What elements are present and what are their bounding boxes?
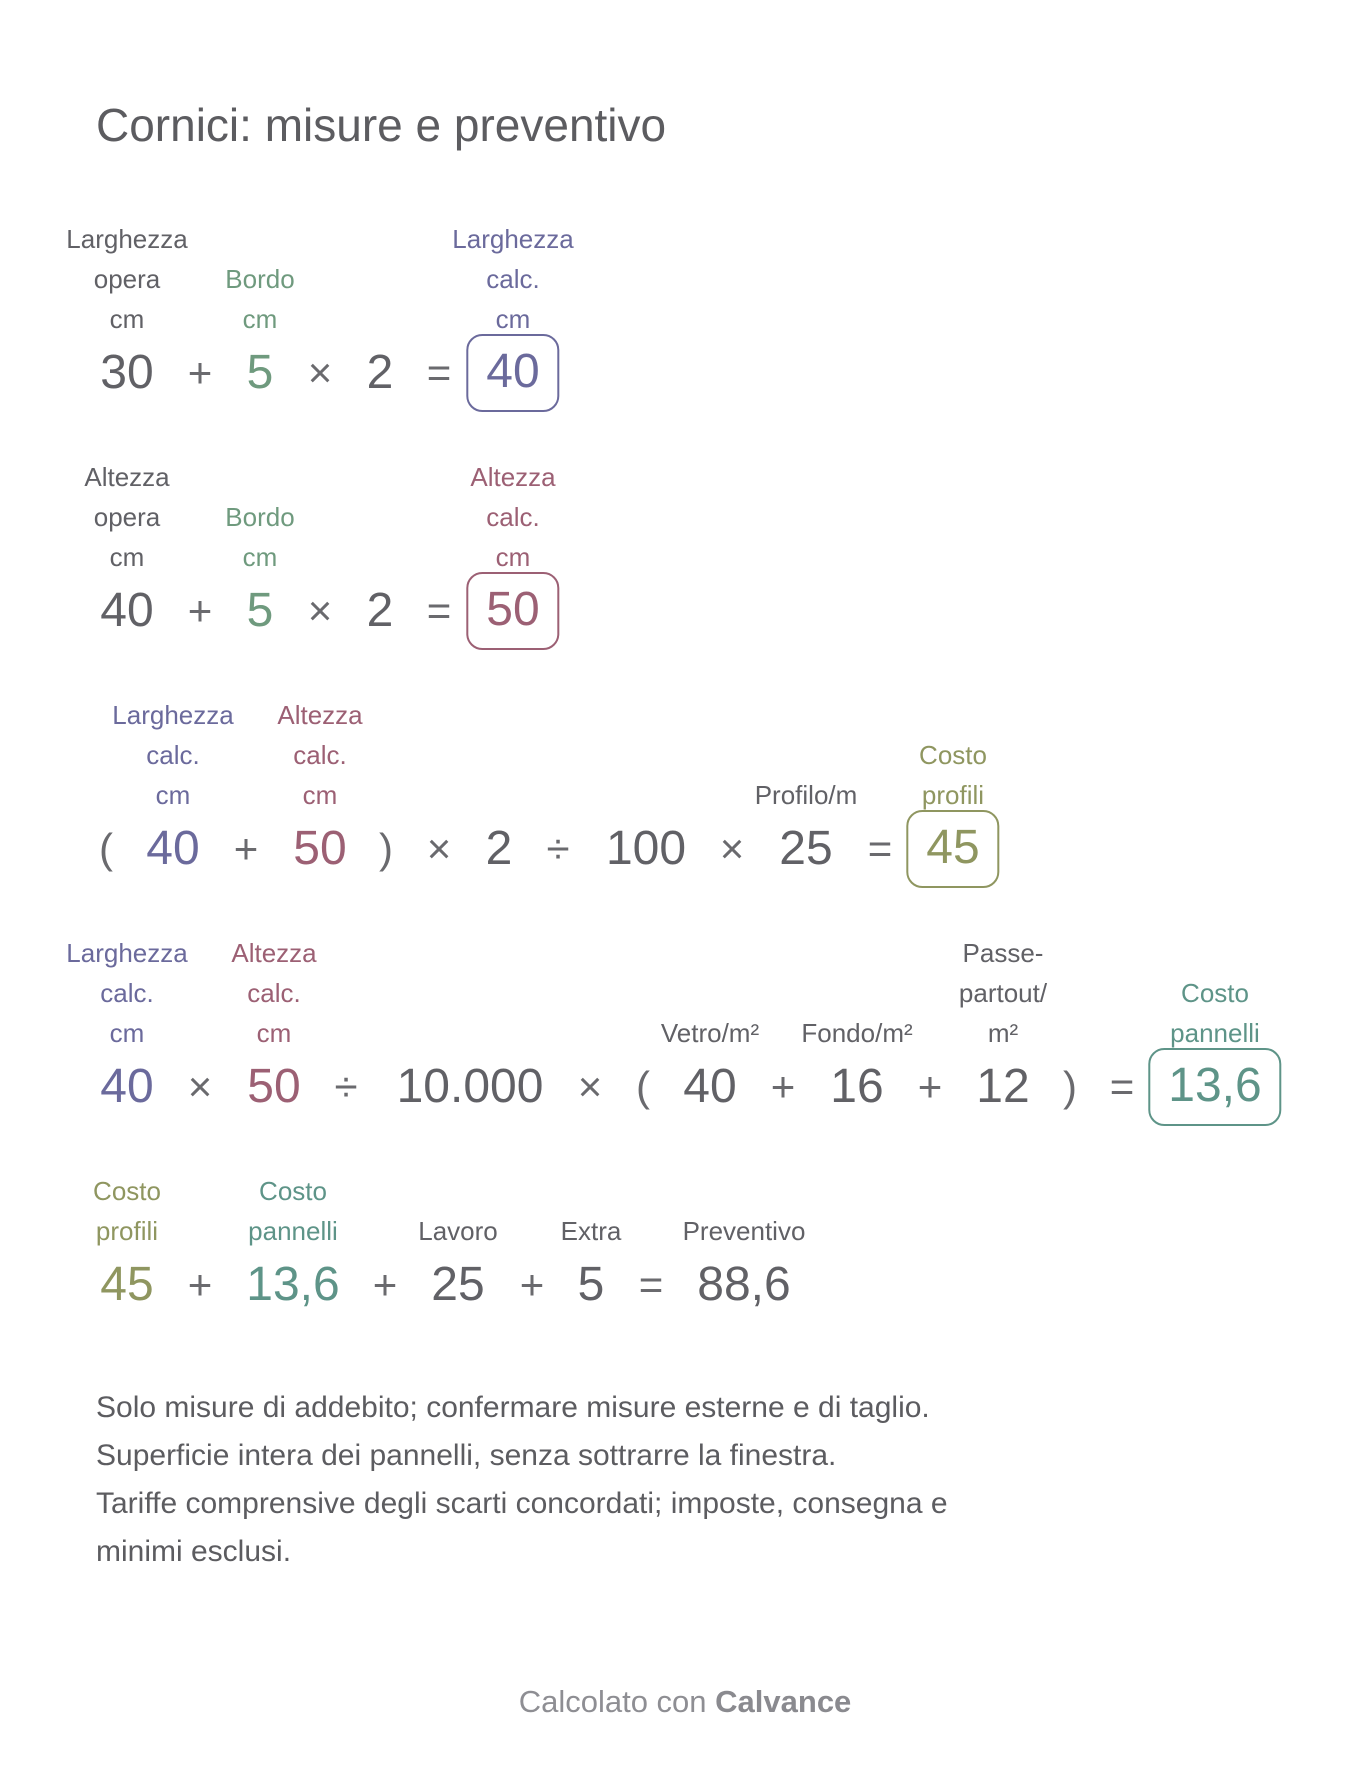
divisor-value: 10.000 bbox=[396, 1060, 544, 1113]
altezza-calc-ref: 50 bbox=[293, 822, 347, 875]
divide-operator: ÷ bbox=[334, 1063, 358, 1110]
close-paren: ) bbox=[379, 825, 393, 872]
cell-label: Fondo/m² bbox=[801, 1018, 913, 1048]
cell-label: Bordo cm bbox=[225, 264, 295, 334]
costo-pannelli-ref: 13,6 bbox=[246, 1258, 340, 1311]
notes bbox=[96, 1384, 996, 1576]
cell-label: Vetro/m² bbox=[660, 1018, 760, 1048]
factor-value: 2 bbox=[485, 822, 513, 875]
cell-label: Costo pannelli bbox=[248, 1176, 338, 1246]
open-paren: ( bbox=[99, 825, 113, 872]
equals-operator: = bbox=[426, 349, 452, 396]
cell-label: Altezza calc. cm bbox=[231, 938, 317, 1048]
multiply-operator: × bbox=[187, 1063, 213, 1110]
cell-label: Larghezza calc. cm bbox=[66, 938, 188, 1048]
cell-label: Larghezza calc. cm bbox=[452, 224, 574, 334]
multiply-operator: × bbox=[307, 587, 333, 634]
footer-prefix: Calcolato con bbox=[518, 1684, 716, 1719]
costo-pannelli-result: 13,6 bbox=[1148, 1048, 1281, 1126]
cell-label: Lavoro bbox=[418, 1216, 498, 1246]
factor-value: 2 bbox=[366, 584, 394, 637]
cell-label: Preventivo bbox=[682, 1216, 806, 1246]
cell-label: Costo profili bbox=[93, 1176, 161, 1246]
profilo-input[interactable]: 25 bbox=[779, 822, 833, 875]
plus-operator: + bbox=[187, 1261, 213, 1308]
plus-operator: + bbox=[187, 349, 213, 396]
lavoro-input[interactable]: 25 bbox=[431, 1258, 485, 1311]
cell-label: Bordo cm bbox=[225, 502, 295, 572]
altezza-calc-result: 50 bbox=[466, 572, 559, 650]
extra-input[interactable]: 5 bbox=[577, 1258, 605, 1311]
equals-operator: = bbox=[867, 825, 893, 872]
cell-label: Altezza calc. cm bbox=[277, 700, 363, 810]
passepartout-input[interactable]: 12 bbox=[976, 1060, 1030, 1113]
note-line: Tariffe comprensive degli scarti concordati; imposte, consegna e minimi esclusi. bbox=[96, 1487, 948, 1568]
divide-operator: ÷ bbox=[546, 825, 570, 872]
note-line: Solo misure di addebito; confermare misure esterne e di taglio. bbox=[96, 1391, 930, 1424]
close-paren: ) bbox=[1063, 1063, 1077, 1110]
plus-operator: + bbox=[372, 1261, 398, 1308]
page-title: Cornici: misure e preventivo bbox=[96, 99, 667, 151]
vetro-input[interactable]: 40 bbox=[683, 1060, 737, 1113]
plus-operator: + bbox=[519, 1261, 545, 1308]
cell-label: Larghezza opera cm bbox=[66, 224, 188, 334]
larghezza-opera-input[interactable]: 30 bbox=[100, 346, 154, 399]
multiply-operator: × bbox=[719, 825, 745, 872]
cell-label: Altezza opera cm bbox=[84, 462, 170, 572]
equals-operator: = bbox=[638, 1261, 664, 1308]
divisor-value: 100 bbox=[605, 822, 687, 875]
equals-operator: = bbox=[1109, 1063, 1135, 1110]
cell-label: Costo profili bbox=[919, 740, 987, 810]
fondo-input[interactable]: 16 bbox=[830, 1060, 884, 1113]
bordo-input[interactable]: 5 bbox=[246, 346, 274, 399]
plus-operator: + bbox=[917, 1063, 943, 1110]
plus-operator: + bbox=[770, 1063, 796, 1110]
footer-credit bbox=[519, 1684, 852, 1720]
bordo-input[interactable]: 5 bbox=[246, 584, 274, 637]
larghezza-calc-ref: 40 bbox=[100, 1060, 154, 1113]
multiply-operator: × bbox=[426, 825, 452, 872]
costo-profili-result: 45 bbox=[906, 810, 999, 888]
equals-operator: = bbox=[426, 587, 452, 634]
multiply-operator: × bbox=[577, 1063, 603, 1110]
cell-label: Extra bbox=[560, 1216, 622, 1246]
cell-label: Passe- partout/ m² bbox=[958, 938, 1048, 1048]
altezza-opera-input[interactable]: 40 bbox=[100, 584, 154, 637]
costo-profili-ref: 45 bbox=[100, 1258, 154, 1311]
multiply-operator: × bbox=[307, 349, 333, 396]
plus-operator: + bbox=[233, 825, 259, 872]
open-paren: ( bbox=[636, 1063, 650, 1110]
preventivo-result: 88,6 bbox=[697, 1258, 791, 1311]
cell-label: Larghezza calc. cm bbox=[112, 700, 234, 810]
larghezza-calc-ref: 40 bbox=[146, 822, 200, 875]
note-line: Superficie intera dei pannelli, senza sottrarre la finestra. bbox=[96, 1439, 837, 1472]
cell-label: Costo pannelli bbox=[1170, 978, 1260, 1048]
larghezza-calc-result: 40 bbox=[466, 334, 559, 412]
cell-label: Altezza calc. cm bbox=[470, 462, 556, 572]
brand-link[interactable]: Calvance bbox=[715, 1684, 852, 1719]
cell-label: Profilo/m bbox=[754, 780, 858, 810]
plus-operator: + bbox=[187, 587, 213, 634]
altezza-calc-ref: 50 bbox=[247, 1060, 301, 1113]
factor-value: 2 bbox=[366, 346, 394, 399]
